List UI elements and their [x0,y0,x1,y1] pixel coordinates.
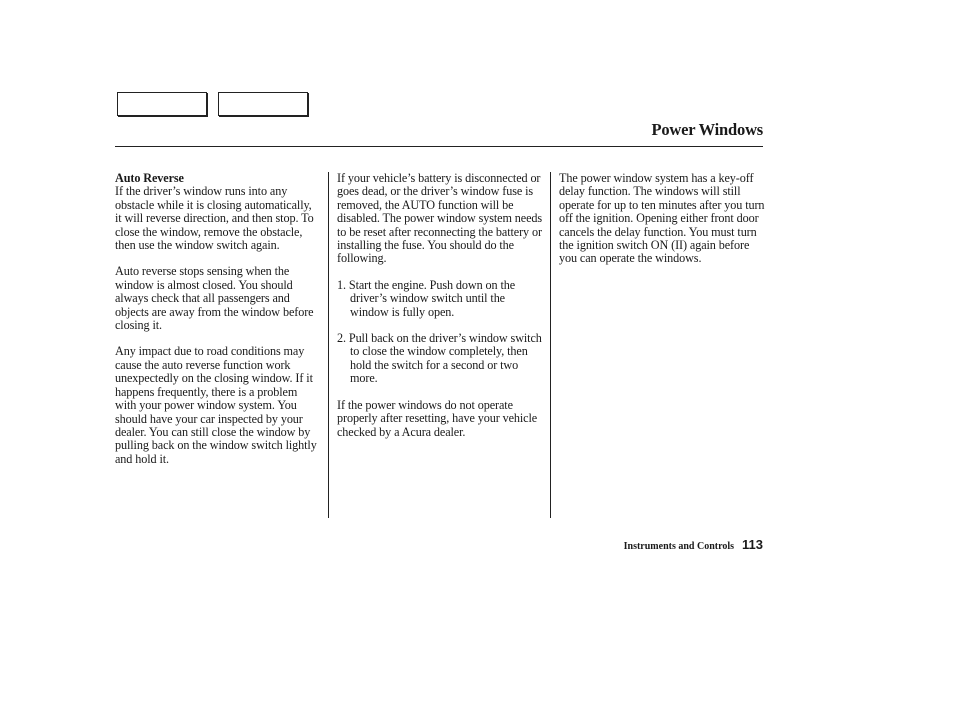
footer-section-name: Instruments and Controls [623,541,735,552]
text-column-3 [559,172,767,279]
paragraph: The power window system has a key-off delay function. The windows will still operate for up to ten minutes after you turn off the ignition. Opening either front door cancels the delay function. You must turn the ignition switch ON (II) again before you can operate the windows. [559,171,765,266]
column-divider [550,172,551,518]
paragraph: If the power windows do not operate properly after resetting, have your vehicle checked by a Acura dealer. [337,397,538,439]
paragraph: If the driver’s window runs into any obstacle while it is closing automatically, it will reverse direction, and then stop. To close the window, remove the obstacle, then use the window switch again. [115,184,314,253]
text-column-2 [337,172,543,452]
text-column-1 [115,172,321,479]
page-title: Power Windows [651,120,763,139]
page-footer [624,536,763,554]
paragraph: Any impact due to road conditions may cause the auto reverse function work unexpectedly on the closing window. If it happens frequently, there is a problem with your power window system. You should have your car inspected by your dealer. You can still close the window by pulling back on the window switch lightly and hold it. [115,344,317,466]
paragraph: Auto reverse stops sensing when the window is almost closed. You should always check that all passengers and objects are away from the window before closing it. [115,264,314,333]
step-2: 2. Pull back on the driver’s window switch to close the window completely, then hold the switch for a second or two more. [337,331,542,386]
page-number: 113 [742,537,763,552]
step-1: 1. Start the engine. Push down on the driver’s window switch until the window is fully open. [337,277,516,319]
column-divider [328,172,329,518]
nav-button-next[interactable] [218,92,308,116]
paragraph: If your vehicle’s battery is disconnected or goes dead, or the driver’s window fuse is removed, the AUTO function will be disabled. The power window system needs to be reset after reconnecting the battery or installing the fuse. You should do the following. [337,171,543,266]
title-divider [115,146,763,147]
nav-button-previous[interactable] [117,92,207,116]
section-heading: Auto Reverse [115,171,184,185]
auto-reverse-section [115,172,321,252]
